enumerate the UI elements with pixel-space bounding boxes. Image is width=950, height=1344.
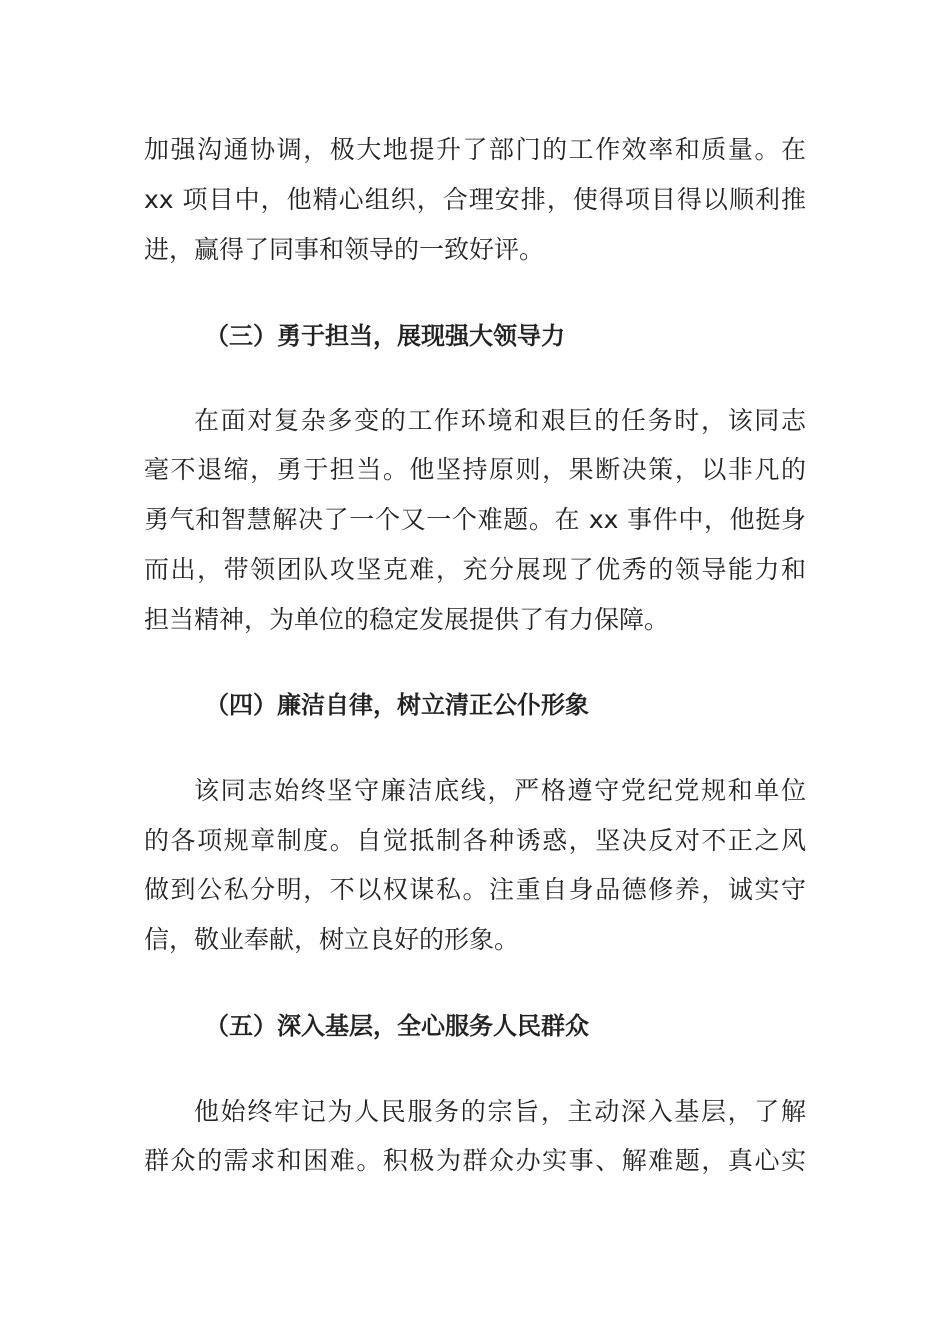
section-heading-3: （三）勇于担当，展现强大领导力	[205, 322, 565, 350]
paragraph-line: 勇气和智慧解决了一个又一个难题。在 xx 事件中，他挺身	[144, 505, 806, 534]
paragraph-line: 担当精神，为单位的稳定发展提供了有力保障。	[144, 605, 670, 634]
paragraph-line: 毫不退缩，勇于担当。他坚持原则，果断决策，以非凡的	[144, 455, 806, 484]
paragraph-line: 信，敬业奉献，树立良好的形象。	[144, 925, 520, 954]
paragraph-line: 加强沟通协调，极大地提升了部门的工作效率和质量。在	[144, 135, 806, 164]
paragraph-line: 他始终牢记为人民服务的宗旨，主动深入基层，了解	[194, 1097, 806, 1126]
paragraph-line: 的各项规章制度。自觉抵制各种诱惑，坚决反对不正之风	[144, 826, 806, 855]
paragraph-line: 做到公私分明，不以权谋私。注重自身品德修养，诚实守	[144, 875, 806, 904]
paragraph-line: xx 项目中，他精心组织，合理安排，使得项目得以顺利推	[144, 185, 806, 214]
paragraph-line: 该同志始终坚守廉洁底线，严格遵守党纪党规和单位	[194, 776, 806, 805]
section-heading-5: （五）深入基层，全心服务人民群众	[205, 1012, 589, 1040]
paragraph-line: 群众的需求和困难。积极为群众办实事、解难题，真心实	[144, 1146, 806, 1175]
section-heading-4: （四）廉洁自律，树立清正公仆形象	[205, 691, 589, 719]
paragraph-line: 而出，带领团队攻坚克难，充分展现了优秀的领导能力和	[144, 555, 806, 584]
paragraph-line: 进，赢得了同事和领导的一致好评。	[144, 235, 545, 264]
paragraph-line: 在面对复杂多变的工作环境和艰巨的任务时，该同志	[194, 406, 806, 435]
